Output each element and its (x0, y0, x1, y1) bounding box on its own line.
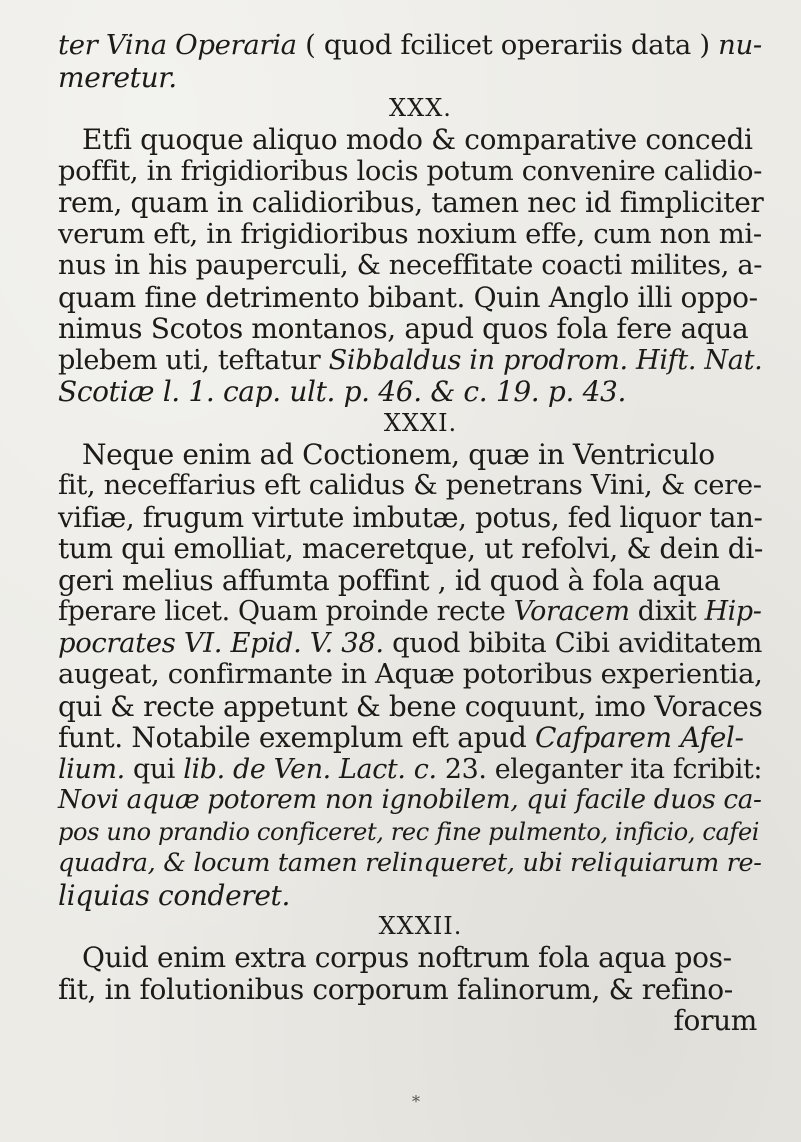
text-run: quod bibita Cibi aviditatem (383, 627, 763, 659)
text-run: Quid enim extra corpus noftrum fola aqua pos- (82, 941, 732, 974)
printer-mark: * (412, 1092, 420, 1111)
text-run: Etfi quoque aliquo modo & comparative concedi (82, 123, 753, 156)
text-line (58, 1005, 763, 1037)
italic-run: pocrates VI. Epid. V. 38. (58, 627, 384, 659)
text-run: rem, quam in calidioribus, tamen nec id fimpliciter (58, 186, 764, 219)
text-run: vifiæ, frugum virtute imbutæ, potus, fed liquor tan- (58, 500, 763, 534)
text-line (58, 313, 763, 345)
italic-run: lib. de Ven. Lact. c. (183, 753, 437, 785)
text-run: nus in his pauperculi, & neceffitate coacti milites, a- (58, 250, 763, 281)
text-line (58, 250, 763, 282)
italic-run: meretur. (58, 60, 177, 94)
text-run: qui & recte appetunt & bene coquunt, imo Voraces (58, 689, 763, 723)
text-run: geri melius affumta poffint , id quod à fola aqua (58, 563, 721, 597)
text-run: fperare licet. Quam proinde recte (58, 596, 514, 627)
text-line (58, 30, 763, 62)
italic-run: Cafparem Afel- (534, 721, 744, 754)
section-heading (58, 93, 763, 124)
text-run: dixit (629, 596, 705, 627)
italic-run: lium. (58, 753, 125, 785)
text-run: augeat, confirmante in Aquæ potoribus experientia, (58, 659, 763, 690)
text-line (58, 596, 763, 628)
text-run: nimus Scotos montanos, apud quos fola fere aqua (58, 312, 749, 345)
text-run: ( quod fcilicet operariis data ) (296, 29, 719, 61)
text-run: fit, in folutionibus corporum falinorum, & refino- (58, 972, 733, 1006)
text-line (58, 942, 763, 974)
text-run: Neque enim ad Coctionem, quæ in Ventriculo (82, 437, 715, 471)
italic-run: pos uno prandio conficeret, rec fine pulmento, inficio, cafei (58, 817, 760, 846)
text-run: quam fine detrimento bibant. Quin Anglo illi oppo- (58, 280, 758, 314)
text-line (58, 754, 763, 786)
italic-run: Novi aquæ potorem non ignobilem, qui facile duos ca- (58, 785, 762, 815)
text-line (58, 282, 763, 314)
text-line (58, 156, 763, 188)
italic-run: quadra, & locum tamen relinqueret, ubi reliquiarum re- (58, 848, 762, 878)
text-run: poffit, in frigidioribus locis potum convenire calidio- (58, 155, 763, 187)
text-line (58, 785, 763, 817)
text-line (58, 817, 763, 849)
text-line (58, 659, 763, 691)
text-line (58, 439, 763, 471)
text-line (58, 628, 763, 660)
italic-run: Voracem (513, 596, 630, 627)
text-line (58, 880, 763, 912)
text-run: plebem uti, teftatur (58, 344, 329, 376)
italic-run: Hip- (704, 596, 762, 627)
text-line (58, 691, 763, 723)
text-line (58, 533, 763, 565)
italic-run: Scotiæ l. 1. cap. ult. p. 46. & c. 19. p. 43. (58, 375, 627, 408)
text-block (58, 30, 763, 1037)
text-run: XXXI. (383, 408, 458, 437)
text-line (58, 848, 763, 880)
text-line (58, 124, 763, 156)
italic-run: nu- (718, 29, 762, 61)
text-run: funt. Notabile exemplum eft apud (58, 721, 535, 754)
text-run: XXX. (389, 94, 452, 122)
text-line (58, 219, 763, 251)
text-run: 23. eleganter ita fcribit: (436, 753, 763, 785)
text-run: qui (124, 753, 184, 785)
text-run: fit, neceffarius eft calidus & penetrans Vini, & cere- (58, 470, 762, 501)
text-line (58, 345, 763, 377)
text-line (58, 62, 763, 94)
text-run: forum (673, 1004, 757, 1037)
italic-run: ter Vina Operaria (58, 29, 297, 61)
italic-run: liquias conderet. (58, 878, 291, 912)
text-line (58, 502, 763, 534)
section-heading (58, 408, 763, 439)
text-run: tum qui emolliat, maceretque, ut refolvi, & dein di- (58, 532, 763, 565)
text-run: verum eft, in frigidioribus noxium effe, cum non mi- (58, 218, 762, 250)
italic-run: Sibbaldus in prodrom. Hift. Nat. (328, 344, 763, 376)
text-line (58, 565, 763, 597)
text-line (58, 722, 763, 754)
text-run: XXXII. (378, 912, 463, 940)
text-line (58, 470, 763, 502)
text-line (58, 187, 763, 219)
text-line (58, 376, 763, 408)
section-heading (58, 911, 763, 942)
text-line (58, 974, 763, 1006)
